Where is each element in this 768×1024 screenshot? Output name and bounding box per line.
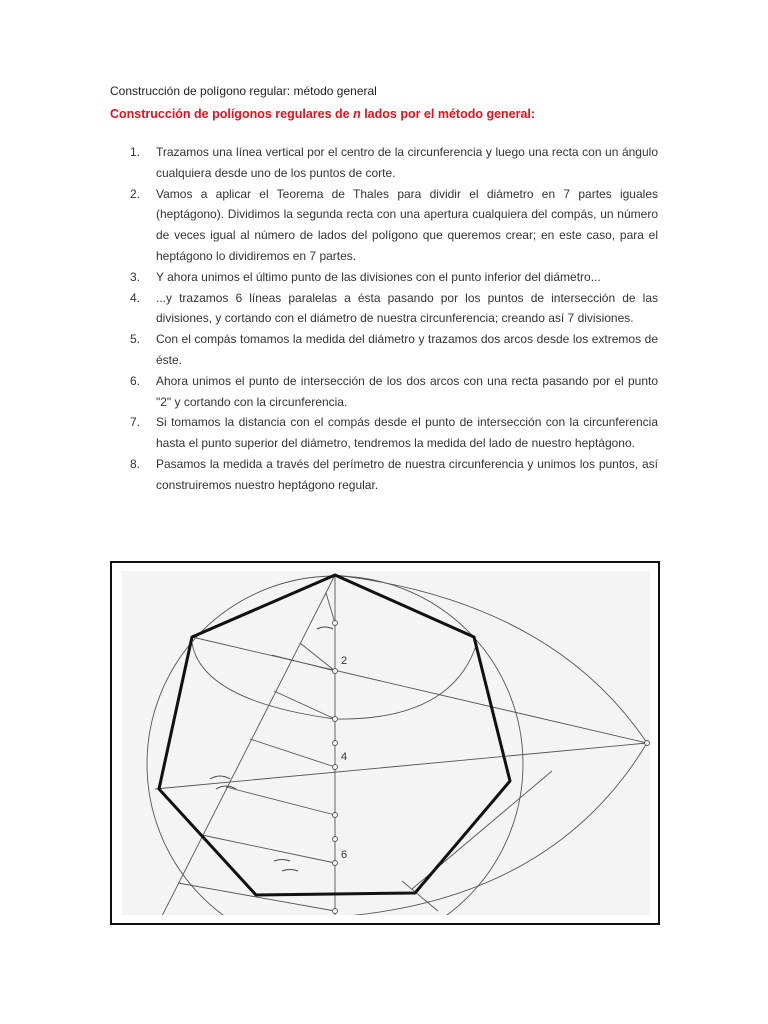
line-from-intersection bbox=[192, 637, 647, 743]
steps-list bbox=[110, 142, 658, 496]
division-label-2: 2 bbox=[341, 655, 348, 667]
step-number: 6. bbox=[130, 373, 141, 388]
parallel-line bbox=[274, 691, 335, 719]
division-point bbox=[333, 621, 338, 626]
step-item bbox=[110, 267, 658, 288]
step-item bbox=[110, 184, 658, 267]
division-point bbox=[333, 909, 338, 914]
compass-mark bbox=[274, 860, 290, 862]
inner-arc bbox=[192, 643, 477, 719]
page-title: Construcción de polígono regular: método general bbox=[110, 84, 377, 98]
step-item bbox=[110, 371, 658, 413]
oblique-division-line bbox=[162, 575, 335, 915]
parallel-line bbox=[250, 739, 335, 767]
step-item bbox=[110, 142, 658, 184]
compass-mark bbox=[210, 776, 230, 779]
construction-figure-frame bbox=[110, 561, 660, 925]
step-text: Con el compás tomamos la medida del diámetro y trazamos dos arcos desde los extremos de éste. bbox=[156, 332, 658, 367]
step-number: 5. bbox=[130, 332, 141, 347]
subtitle-italic-n: n bbox=[353, 107, 361, 121]
arc-intersection-point bbox=[645, 741, 650, 746]
division-point bbox=[333, 813, 338, 818]
subtitle-before: Construcción de polígonos regulares de bbox=[110, 107, 354, 121]
subtitle-after: lados por el método general: bbox=[360, 107, 536, 121]
step-number: 4. bbox=[130, 290, 141, 305]
arc-from-top bbox=[335, 743, 647, 915]
step-item bbox=[110, 329, 658, 371]
compass-mark bbox=[282, 870, 298, 872]
step-item bbox=[110, 288, 658, 330]
step-number: 8. bbox=[130, 456, 141, 471]
division-point bbox=[333, 741, 338, 746]
compass-mark bbox=[317, 627, 333, 629]
step-text: Y ahora unimos el último punto de las divisiones con el punto inferior del diámetro... bbox=[156, 269, 601, 284]
construction-figure bbox=[122, 571, 650, 915]
step-text: Ahora unimos el punto de intersección de los dos arcos con una recta pasando por el punto "2" y cortando con la circunferencia. bbox=[156, 373, 658, 409]
parallel-line bbox=[226, 787, 335, 815]
step-number: 3. bbox=[130, 269, 141, 284]
heptagon-construction-diagram bbox=[122, 571, 650, 915]
line-from-intersection bbox=[155, 743, 647, 789]
division-point bbox=[333, 669, 338, 674]
step-text: Pasamos la medida a través del perímetro de nuestra circunferencia y unimos los puntos, así construiremos nuestro heptágono regular. bbox=[156, 456, 658, 492]
step-text: ...y trazamos 6 líneas paralelas a ésta pasando por los puntos de intersección de las divisiones, y cortando con el diámetro de nuestra circunferencia; creando así 7 divisiones. bbox=[156, 290, 658, 326]
step-text: Vamos a aplicar el Teorema de Thales para dividir el diámetro en 7 partes iguales (heptágono). Dividimos la segunda recta con una apertura cualquiera del compás, un número de veces igual al número de lados del polígono que queremos crear; en este caso, para el heptágono lo dividiremos en 7 partes. bbox=[156, 186, 658, 263]
division-label-4: 4 bbox=[341, 751, 348, 763]
division-point bbox=[333, 837, 338, 842]
step-item bbox=[110, 412, 658, 454]
step-text: Trazamos una línea vertical por el centro de la circunferencia y luego una recta con un ángulo cualquiera desde uno de los puntos de corte. bbox=[156, 145, 658, 180]
parallel-line bbox=[326, 593, 335, 623]
division-label-6: 6 bbox=[341, 849, 348, 861]
division-point bbox=[333, 861, 338, 866]
step-number: 7. bbox=[130, 415, 141, 430]
step-item bbox=[110, 454, 658, 496]
step-number: 2. bbox=[130, 186, 141, 201]
division-point bbox=[333, 717, 338, 722]
step-number: 1. bbox=[130, 145, 141, 159]
section-subtitle bbox=[110, 105, 535, 123]
division-point bbox=[333, 765, 338, 770]
step-text: Si tomamos la distancia con el compás desde el punto de intersección con la circunferencia hasta el punto superior del diámetro, tendremos la medida del lado de nuestro heptágono. bbox=[156, 415, 658, 451]
